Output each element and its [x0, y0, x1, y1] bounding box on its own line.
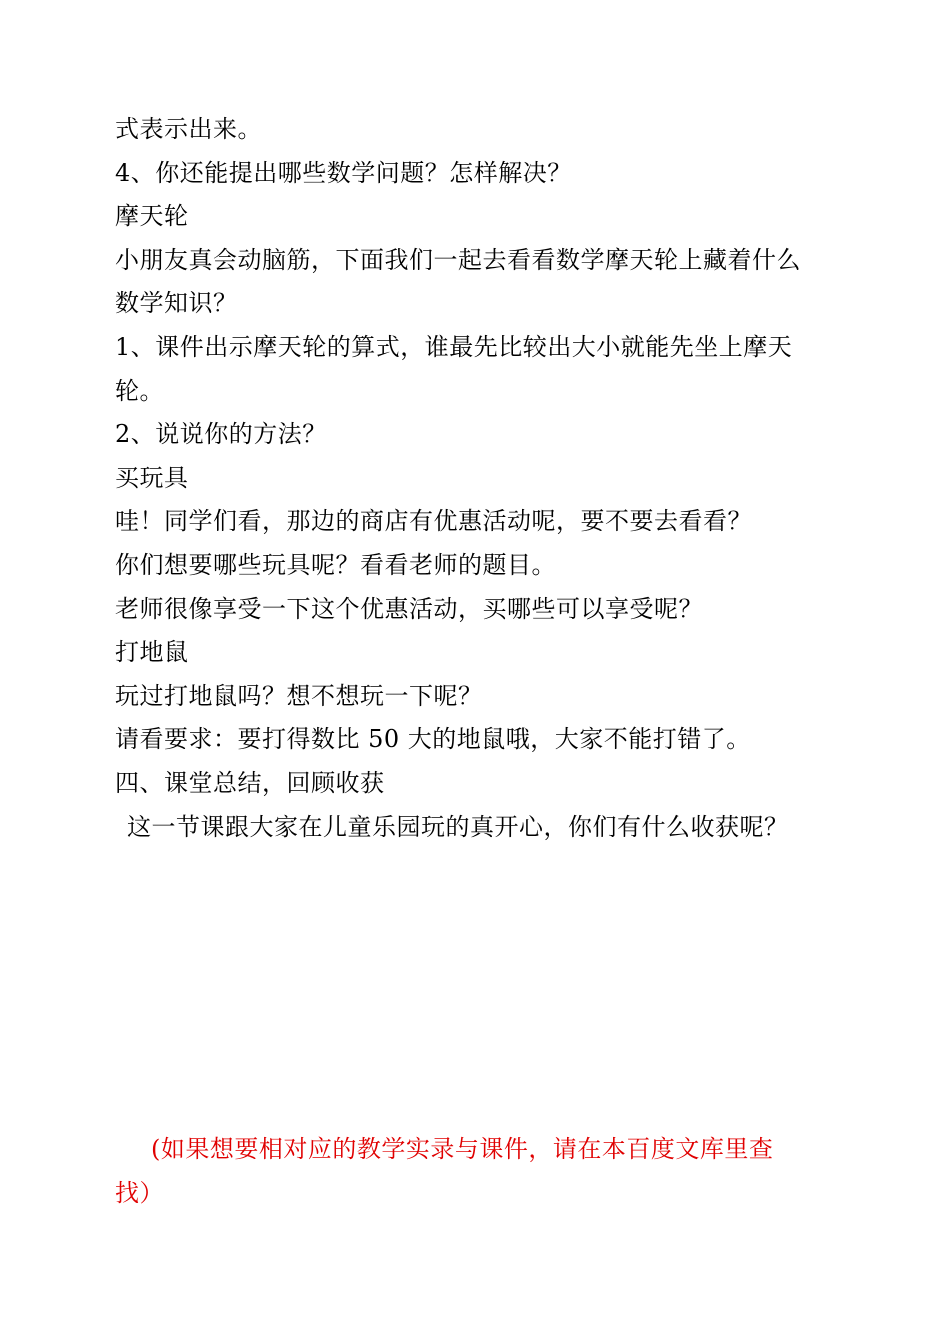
note-line: 找）: [115, 1178, 164, 1207]
section-heading: 买玩具: [115, 463, 189, 492]
text-line: 4、你还能提出哪些数学问题？怎样解决？: [115, 158, 572, 187]
text-line: 小朋友真会动脑筋，下面我们一起去看看数学摩天轮上藏着什么: [115, 245, 801, 274]
text-line: 老师很像享受一下这个优惠活动，买哪些可以享受呢？: [115, 594, 703, 623]
section-heading: 打地鼠: [115, 638, 189, 667]
text-line: 请看要求：要打得数比 50 大的地鼠哦，大家不能打错了。: [115, 725, 751, 754]
text-line: 数学知识？: [115, 289, 238, 318]
red-note: [115, 1128, 855, 1215]
text-line: 这一节课跟大家在儿童乐园玩的真开心，你们有什么收获呢？: [127, 812, 789, 841]
document-body: [115, 108, 855, 849]
section-heading: 摩天轮: [115, 202, 189, 231]
text-line: 轮。: [115, 376, 164, 405]
text-line: 玩过打地鼠吗？想不想玩一下呢？: [115, 681, 483, 710]
text-line: 2、说说你的方法？: [115, 420, 327, 449]
section-heading: 四、课堂总结，回顾收获: [115, 768, 385, 797]
text-line: 1、课件出示摩天轮的算式，谁最先比较出大小就能先坐上摩天: [115, 332, 793, 361]
note-line: (如果想要相对应的教学实录与课件，请在本百度文库里查: [151, 1135, 774, 1163]
text-line: 你们想要哪些玩具呢？看看老师的题目。: [115, 550, 556, 579]
text-line: 哇！同学们看，那边的商店有优惠活动呢，要不要去看看？: [115, 507, 752, 536]
text-line: 式表示出来。: [115, 115, 262, 143]
